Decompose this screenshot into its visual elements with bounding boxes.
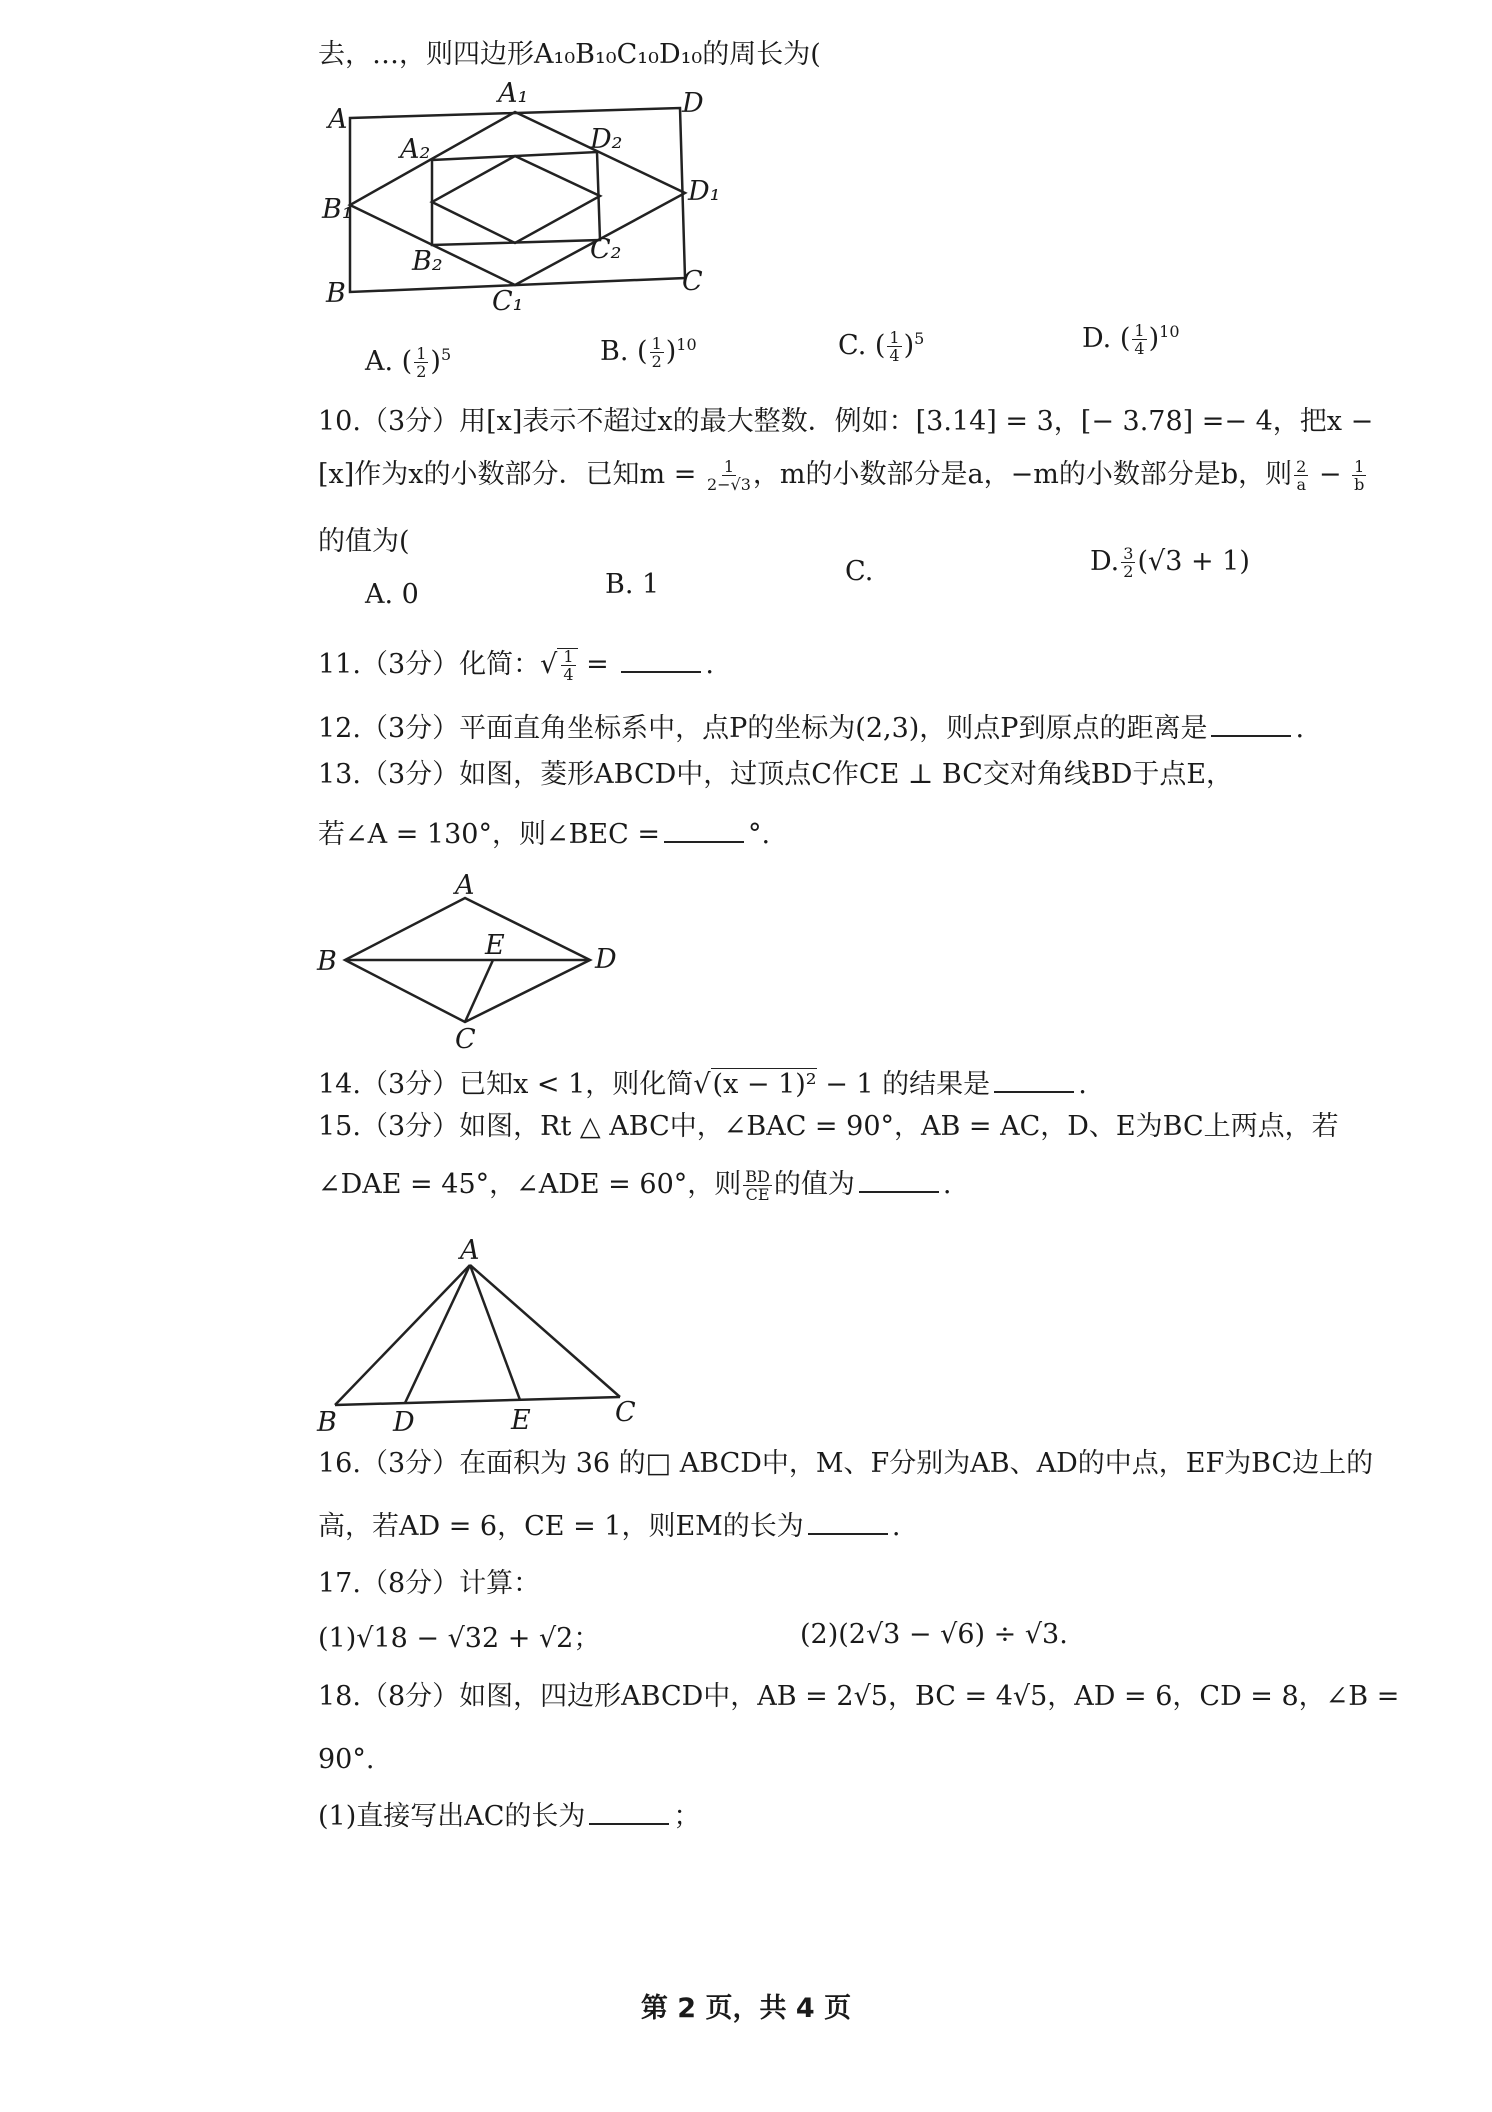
q15-line2-a: ∠DAE = 45°，∠ADE = 60°，则: [318, 1169, 742, 1200]
q9-option-c-letter: C.: [838, 330, 867, 361]
q16-line1: 16.（3分）在面积为 36 的□ ABCD中，M、F分别为AB、AD的中点，EF为BC边上的: [318, 1448, 1374, 1479]
q9-option-a-num: 1: [416, 344, 427, 363]
q10-frac1-den: a: [1296, 475, 1306, 494]
q9-label-C: C: [682, 266, 703, 297]
q18-line2: 90°.: [318, 1744, 375, 1775]
q9-option-c-num: 1: [889, 328, 900, 347]
q10-line2-a: [x]作为x的小数部分．已知m =: [318, 459, 697, 490]
q15-frac-den: CE: [745, 1185, 770, 1204]
q13-line1: 13.（3分）如图，菱形ABCD中，过顶点C作CE ⊥ BC交对角线BD于点E，: [318, 759, 1234, 790]
q16-answer-blank[interactable]: [808, 1529, 888, 1535]
q13-line2-text: 若∠A = 130°，则∠BEC =: [318, 819, 660, 850]
q9-option-c-exp: 5: [914, 329, 925, 348]
q9-label-A: A: [328, 104, 348, 135]
q13-label-D: D: [595, 944, 617, 975]
q10-frac1-num: 2: [1296, 457, 1307, 476]
q10-option-d: [1090, 545, 1250, 580]
q16-line2-text: 高，若AD = 6，CE = 1，则EM的长为: [318, 1511, 804, 1542]
q15-label-C: C: [615, 1397, 636, 1428]
q9-label-B2: B₂: [412, 246, 443, 277]
q18-line1: 18.（8分）如图，四边形ABCD中，AB = 2√5，BC = 4√5，AD = 6，CD = 8，∠B =: [318, 1681, 1400, 1712]
q9-option-a: A. ( $\frac{1}{2}$ )$^5$: [365, 344, 452, 381]
q11-prefix: 11.（3分）化简：: [318, 649, 541, 680]
q9-option-b-exp: 10: [676, 335, 697, 354]
q9-option-c-den: 4: [889, 346, 900, 365]
q10-line2-b: ，m的小数部分是a，−m的小数部分是b，则: [752, 459, 1293, 490]
q15-label-E: E: [511, 1405, 531, 1435]
q13-label-B: B: [317, 946, 337, 977]
q9-option-d-letter: D.: [1082, 323, 1112, 354]
q15-label-B: B: [317, 1407, 337, 1435]
q9-option-d: D. ( $\frac{1}{4}$ )$^{10}$: [1082, 321, 1180, 358]
q10-option-d-letter: D.: [1090, 546, 1120, 577]
q9-label-D1: D₁: [688, 176, 721, 207]
q15-label-D: D: [393, 1407, 415, 1435]
q12-answer-blank[interactable]: [1211, 731, 1291, 737]
q9-figure: [320, 80, 740, 320]
q9-option-b-letter: B.: [600, 336, 629, 367]
q16-line2: [318, 1510, 900, 1544]
q18-part1: [318, 1800, 700, 1834]
q9-label-C1: C₁: [492, 286, 524, 317]
q10-option-b: B. 1: [605, 569, 660, 600]
q13-figure: [315, 870, 645, 1050]
q11-line: 11.（3分）化简：√ $\frac{1}{4}$ = .: [318, 647, 714, 684]
q14-prefix: 14.（3分）已知x < 1，则化简: [318, 1069, 694, 1100]
q9-option-c: C. ( $\frac{1}{4}$ )$^5$: [838, 328, 925, 365]
q9-option-b-num: 1: [651, 334, 662, 353]
q10-line1: 10.（3分）用[x]表示不超过x的最大整数．例如：[3.14] = 3，[− 3.78] =− 4，把x −: [318, 406, 1374, 437]
q14-radicand: (x − 1)²: [712, 1069, 817, 1100]
q13-answer-blank[interactable]: [664, 837, 744, 843]
q13-label-C: C: [455, 1024, 476, 1050]
page-footer: 第 2 页，共 4 页: [640, 1993, 852, 2024]
q10-line2: [318, 458, 1368, 493]
q9-option-d-exp: 10: [1159, 322, 1180, 341]
q14-tail: − 1 的结果是: [816, 1069, 991, 1100]
q15-end: .: [942, 1169, 952, 1200]
q15-label-A: A: [460, 1235, 480, 1266]
q10-frac2-den: b: [1354, 475, 1365, 494]
q10-minus: −: [1310, 459, 1351, 490]
q10-m-num: 1: [723, 457, 735, 476]
q9-label-D: D: [682, 88, 704, 119]
q9-label-B1: B₁: [322, 194, 353, 225]
q10-line3: 的值为(: [318, 526, 410, 557]
q9-option-a-den: 2: [416, 362, 427, 381]
q12-line: [318, 712, 1304, 746]
q10-m-den: 2−√3: [706, 475, 751, 494]
q14-answer-blank[interactable]: [994, 1087, 1074, 1093]
q11-end: .: [705, 649, 714, 680]
q14-end: .: [1078, 1069, 1087, 1100]
q11-rad-den: 4: [563, 665, 574, 684]
q9-label-B: B: [326, 278, 346, 309]
q9-option-d-den: 4: [1134, 339, 1145, 358]
q15-frac-num: BD: [745, 1167, 770, 1186]
q9-tail-text: 去，…，则四边形A₁₀B₁₀C₁₀D₁₀的周长为(: [318, 39, 821, 70]
q10-option-d-tail: (√3 + 1): [1137, 546, 1250, 577]
q10-frac2-num: 1: [1354, 457, 1365, 476]
q9-option-b: B. ( $\frac{1}{2}$ )$^{10}$: [600, 334, 697, 371]
q9-option-b-den: 2: [651, 352, 662, 371]
q11-rad-num: 1: [563, 647, 574, 666]
q15-line2: [318, 1168, 951, 1203]
q13-end: °.: [747, 819, 771, 850]
q10-option-d-num: 3: [1123, 544, 1134, 563]
q17-part2: (2)(2√3 − √6) ÷ √3.: [800, 1619, 1068, 1650]
q18-part1-end: ；: [673, 1801, 701, 1832]
q15-line2-b: 的值为: [773, 1169, 855, 1200]
q9-label-A2: A₂: [400, 134, 431, 165]
q13-line2: [318, 818, 770, 852]
q14-line: 14.（3分）已知x < 1，则化简√(x − 1)² − 1 的结果是 .: [318, 1069, 1087, 1100]
q15-line1: 15.（3分）如图，Rt △ ABC中，∠BAC = 90°，AB = AC，D、E为BC上两点，若: [318, 1111, 1339, 1142]
q13-label-E: E: [485, 930, 505, 961]
q11-answer-blank[interactable]: [621, 667, 701, 673]
q9-label-D2: D₂: [590, 124, 623, 155]
q17-title: 17.（8分）计算：: [318, 1568, 541, 1599]
q13-label-A: A: [455, 870, 475, 901]
q15-answer-blank[interactable]: [859, 1187, 939, 1193]
q18-part1-text: (1)直接写出AC的长为: [318, 1801, 586, 1832]
q10-option-c: C.: [845, 556, 874, 587]
q17-part1: (1)√18 − √32 + √2；: [318, 1623, 601, 1654]
q18-answer-blank[interactable]: [589, 1819, 669, 1825]
q9-option-a-letter: A.: [365, 346, 394, 377]
q12-text: 12.（3分）平面直角坐标系中，点P的坐标为(2,3)，则点P到原点的距离是: [318, 713, 1208, 744]
q9-option-a-exp: 5: [440, 345, 452, 364]
q12-end: .: [1295, 713, 1305, 744]
q10-option-d-den: 2: [1123, 562, 1134, 581]
q10-option-a: A. 0: [365, 579, 419, 610]
q11-suffix: =: [577, 649, 618, 680]
q15-figure: [315, 1235, 645, 1435]
q9-label-A1: A₁: [498, 80, 529, 109]
q9-option-d-num: 1: [1134, 321, 1145, 340]
q16-end: .: [891, 1511, 901, 1542]
q9-label-C2: C₂: [590, 234, 622, 265]
